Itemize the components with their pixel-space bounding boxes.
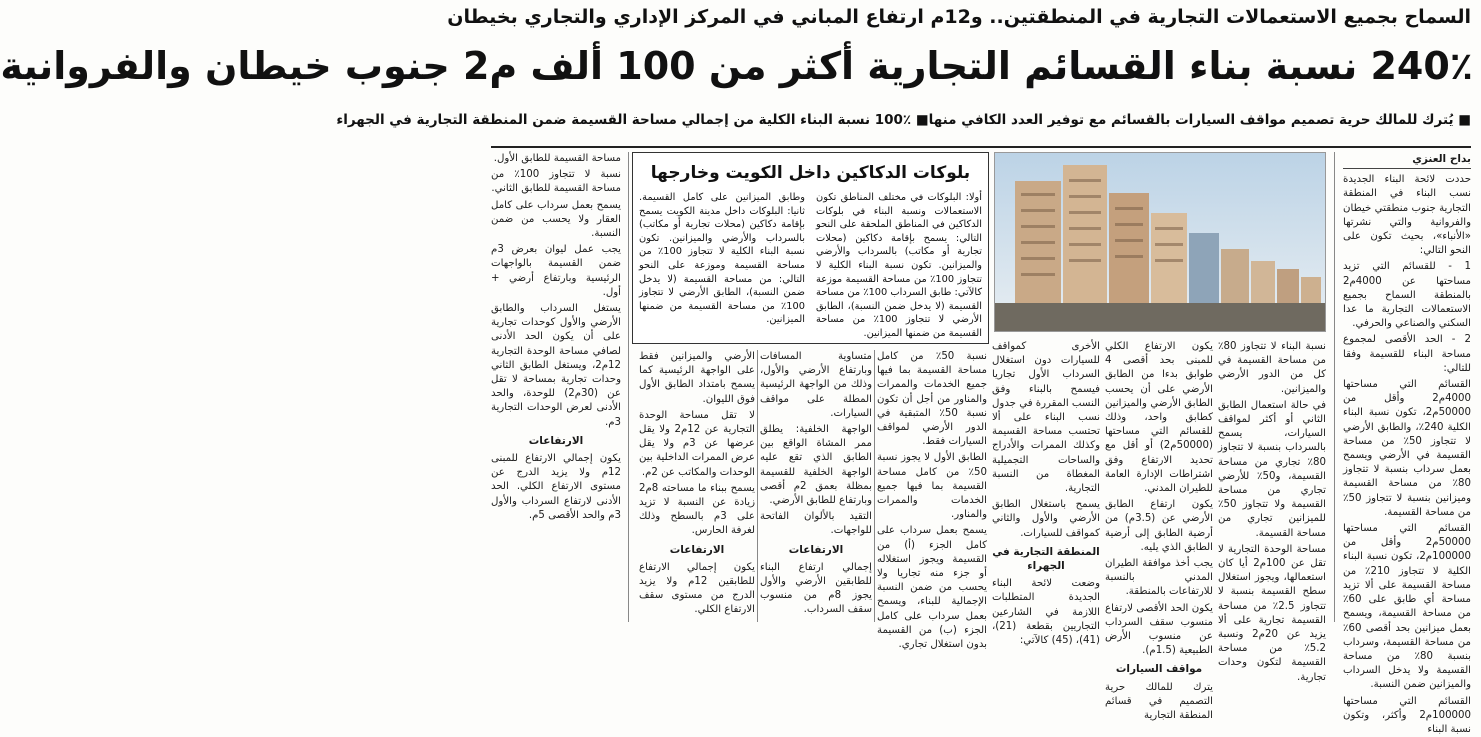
article-column-2 — [1218, 340, 1327, 683]
col8-p2: نسبة لا تتجاوز 100٪ من مساحة القسيمة للطابق الثاني. — [491, 169, 621, 195]
col6-p1: متساوية المسافات وبارتفاع الأرضي والأول، وذلك من الواجهة الرئيسية المطلة على مواقف السيارات. — [760, 351, 872, 419]
col1-p2: 1 - للقسائم التي تزيد مساحتها عن 4000م2 بالمنطقة السماح بجميع الاستعمالات التجارية ما عدا السكني والصناعي والحرفي. — [1343, 261, 1471, 330]
col8-p3: يسمح بعمل سرداب على كامل العقار ولا يحسب من ضمن النسبة. — [491, 199, 621, 240]
col5-p3: يسمح بعمل سرداب على كامل الجزء (أ) من القسيمة ويجوز استغلاله أو جزء منه تجاريا ولا يحسب من ضمن النسبة الإجمالية للبناء، ويسمح بعمل سرداب على كامل الجزء (ب) من القسيمة بدون استغلال تجاري. — [877, 525, 987, 651]
subhead-parking: ■ يُترك للمالك حرية تصميم مواقف السيارات بالقسائم مع توفير العدد الكافي منها — [928, 112, 1471, 128]
section-heights: الارتفاعات — [528, 434, 584, 447]
col5-p1: نسبة 50٪ من كامل مساحة القسيمة بما فيها جميع الخدمات والممرات والمناور من أجل أن تكون نسبة 50٪ المتبقية في الدور الأرضي لمواقف السيارات فقط. — [877, 351, 987, 448]
top-headline: السماح بجميع الاستعمالات التجارية في المنطقتين.. و12م ارتفاع المباني في المركز الإداري والتجاري بخيطان — [447, 6, 1471, 28]
col3-p4: يكون الحد الأقصى لارتفاع منسوب سقف السرداب عن منسوب الأرض الطبيعية (1.5م). — [1105, 602, 1213, 657]
section-parking: مواقف السيارات — [1115, 663, 1203, 676]
col6-p2: الواجهة الخلفية: يطلق ممر المشاة الواقع بين الطابق الذي تقع عليه الواجهة الخلفية للقسيمة بمظلة بعمق 2م أقصى وبارتفاع للطابق الأرضي. — [760, 424, 872, 507]
article-column-7 — [639, 350, 755, 625]
article-column-3 — [1105, 340, 1213, 722]
column-divider — [628, 152, 629, 622]
article-column-4 — [992, 340, 1100, 647]
section-heights: الارتفاعات — [669, 543, 725, 556]
col3-p3: يجب أخذ موافقة الطيران المدني بالنسبة للارتفاعات بالمنطقة. — [1105, 558, 1213, 598]
col7-p3: يسمح ببناء ما مساحته 8م2 زيادة عن النسبة لا تزيد على 3م بالسطح وذلك لغرفة الحارس. — [639, 482, 755, 537]
box-left-text: وطابق الميزانين على كامل القسيمة. ثانيا: البلوكات داخل مدينة الكويت يسمح بإقامة دكاكين (محلات تجارية أو مكاتب) بالسرداب والأرضي والميزانين. تكون نسبة البناء الكلية لا تتجاوز 100٪ من مساحة القسيمة وموزعة على النحو التالي: من مساحة القسيمة (لا يدخل ضمن النسبة)، الطابق الأرضي لا تتجاوز 100٪ من مساحة القسيمة من ضمنها الميزانين. — [639, 192, 805, 326]
col1-p3: 2 - الحد الأقصى لمجموع مساحة البناء للقسيمة وفقا للتالي: — [1343, 334, 1471, 374]
headline-rule — [491, 146, 1471, 148]
col2-p3: مساحة الوحدة التجارية لا تقل عن 100م2 أيا كان استعمالها، ويجوز استغلال سطح القسيمة بنسبة لا تتجاوز 2.5٪ من مساحة القسيمة تجارية على ألا يزيد عن 20م2 ونسبة 5.2٪ من مساحة القسيمة لتكون وحدات تجارية. — [1218, 543, 1327, 683]
col4-p2: يسمح باستغلال الطابق الأرضي والأول والثاني كمواقف للسيارات. — [992, 499, 1100, 539]
col4-tail: وضعت لائحة البناء الجديدة المتطلبات اللازمة في الشارعين التجاريين بقطعة (21)، (41)، (45) كالآتي: — [992, 578, 1100, 647]
article-column-1 — [1343, 152, 1471, 735]
main-headline: 240٪ نسبة بناء القسائم التجارية أكثر من 100 ألف م2 جنوب خيطان والفروانية — [0, 44, 1473, 88]
col3-p1: يكون الارتفاع الكلي للمبنى بحد أقصى 4 طوابق بدءا من الطابق الأرضي على أن يحسب الطابق الأرضي والميزانين كطابق واحد، وذلك للقسائم التي مساحتها (50000م2) أو أقل مع تحديد الارتفاع وفق اشتراطات الإدارة العامة للطيران المدني. — [1105, 341, 1213, 495]
col1-p1: حددت لائحة البناء الجديدة نسب البناء في المنطقة التجارية جنوب منطقتي خيطان والفروانية والتي نشرتها «الأنباء»، بحيث تكون على النحو التالي: — [1343, 174, 1471, 257]
col2-p1: نسبة البناء لا تتجاوز 80٪ من مساحة القسيمة في كل من الدور الأرضي والميزانين. — [1218, 341, 1326, 395]
col8-p5: يستغل السرداب والطابق الأرضي والأول كوحدات تجارية على أن يكون الحد الأدنى لصافي مساحة الوحدة التجارية 12م2، ويستغل الطابق الثاني وحدات تجارية بمساحة لا تقل عن (30م2) للوحدة، والحد الأدنى لعرض الوحدات التجارية 3م. — [491, 303, 621, 428]
col7-p2: لا تقل مساحة الوحدة التجارية عن 12م2 ولا يقل عرضها عن 3م ولا يقل عرض الممرات الداخلية بين الوحدات والمكاتب عن 2م. — [639, 409, 755, 478]
column-divider — [874, 350, 875, 622]
col1-p5: القسائم التي مساحتها 50000م2 وأقل من 100000م2، تكون نسبة البناء الكلية لا تتجاوز 210٪ من مساحة القسيمة على ألا تزيد مساحة أي طابق على 60٪ من مساحة القسيمة، ويسمح بعمل ميزانين بحد أقصى 60٪ من مساحة القسيمة، وسرداب بنسبة 80٪ من مساحة القسيمة ولا يدخل السرداب والميزانين ضمن النسبة. — [1343, 523, 1471, 691]
col2-p2: في حالة استعمال الطابق الثاني أو أكثر لمواقف السيارات، يسمح بالسرداب بنسبة لا تتجاوز 80٪ تجاري من مساحة القسيمة، و50٪ للأرضي تجاري من مساحة القسيمة ولا تتجاوز 50٪ للميزانين تجاري من مساحة القسيمة. — [1218, 399, 1326, 539]
col8-tail: يكون إجمالي الارتفاع للمبنى 12م ولا يزيد الدرج عن مستوى الارتفاع الكلي. الحد الأدنى لارتفاع السرداب والأول 3م والحد الأقصى 5م. — [491, 453, 621, 521]
section-heights: الارتفاعات — [788, 543, 844, 556]
col1-p6: القسائم التي مساحتها 100000م2 وأكثر، وتكون نسبة البناء — [1343, 695, 1471, 735]
box-right-text: أولا: البلوكات في مختلف المناطق تكون الاستعمالات ونسبة البناء في بلوكات الدكاكين في المناطق الملحقة على النحو التالي: يسمح بإقامة دكاكين (محلات تجارية أو مكاتب) بالسرداب والأرضي والميزانين. تكون نسبة البناء الكلية لا تتجاوز 100٪ من مساحة القسيمة موزعة كالآتي: طابق السرداب 100٪ من مساحة القسيمة (لا يدخل ضمن النسبة)، الطابق الأرضي لا تتجاوز 100٪ من مساحة القسيمة من ضمنها الميزانين. — [816, 192, 982, 339]
column-divider — [1334, 152, 1335, 622]
col5-p2: الطابق الأول لا يجوز نسبة 50٪ من كامل مساحة القسيمة بما فيها جميع الخدمات والممرات والمناور. — [877, 452, 987, 521]
article-column-6 — [760, 350, 872, 625]
col6-tail: إجمالي ارتفاع البناء للطابقين الأرضي والأول يجوز 8م من منسوب سقف السرداب. — [760, 561, 872, 616]
col4-p1: الأخرى كمواقف للسيارات دون استغلال السرداب الأول تجاريا فيسمح بالبناء وفق النسب المقررة في جدول نسب البناء على ألا تحتسب مساحة القسيمة وكذلك الممرات والأدراج والساحات التجميلية المغطاة من النسبة التجارية. — [992, 341, 1100, 495]
byline: بداح العنزي — [1343, 152, 1471, 169]
city-skyline-image — [995, 153, 1325, 331]
section-jahra: المنطقة التجارية في الجهراء — [992, 545, 1100, 573]
col3-p2: يكون ارتفاع الطابق الأرضي عن (3.5م) من أرضية الطابق إلى أرضية الطابق الذي يليه. — [1105, 499, 1213, 553]
article-column-5 — [877, 350, 987, 651]
box-columns — [633, 191, 988, 341]
subhead-jahra: ■ 100٪ نسبة البناء الكلية من إجمالي مساحة القسيمة ضمن المنطقة التجارية في الجهراء — [336, 112, 929, 128]
col1-p4: القسائم التي مساحتها 4000م2 وأقل من 50000م2، تكون نسبة البناء الكلية 240٪، والطابق الأرضي لا تتجاوز 50٪ من مساحة القسيمة في الأرضي ويسمح بعمل سرداب بنسبة لا تتجاوز 80٪ من مساحة القسيمة وميزانين بنسبة لا تتجاوز 50٪ من مساحة القسيمة. — [1343, 379, 1471, 518]
col6-p3: التقيد بالألوان الفاتحة للواجهات. — [760, 511, 872, 537]
col3-tail: يترك للمالك حرية التصميم في قسائم المنطقة التجارية — [1105, 681, 1213, 722]
article-column-8 — [491, 152, 621, 622]
shops-blocks-box — [632, 152, 989, 344]
col8-p1: مساحة القسيمة للطابق الأول. — [493, 153, 621, 164]
subheads — [336, 112, 1471, 140]
column-divider — [757, 350, 758, 622]
box-title: بلوكات الدكاكين داخل الكويت وخارجها — [650, 163, 971, 183]
col7-tail: يكون إجمالي الارتفاع للطابقين 12م ولا يزيد الدرج من مستوى سقف الارتفاع الكلي. — [639, 561, 755, 616]
col8-p4: يجب عمل ليوان بعرض 3م ضمن القسيمة بالواجهات الرئيسية وبارتفاع أرضي + أول. — [491, 244, 621, 298]
buildings-photo — [994, 152, 1326, 332]
col7-p1: الأرضي والميزانين فقط على الواجهة الرئيسية كما يسمح بامتداد الطابق الأول فوق الليوان. — [639, 351, 755, 405]
